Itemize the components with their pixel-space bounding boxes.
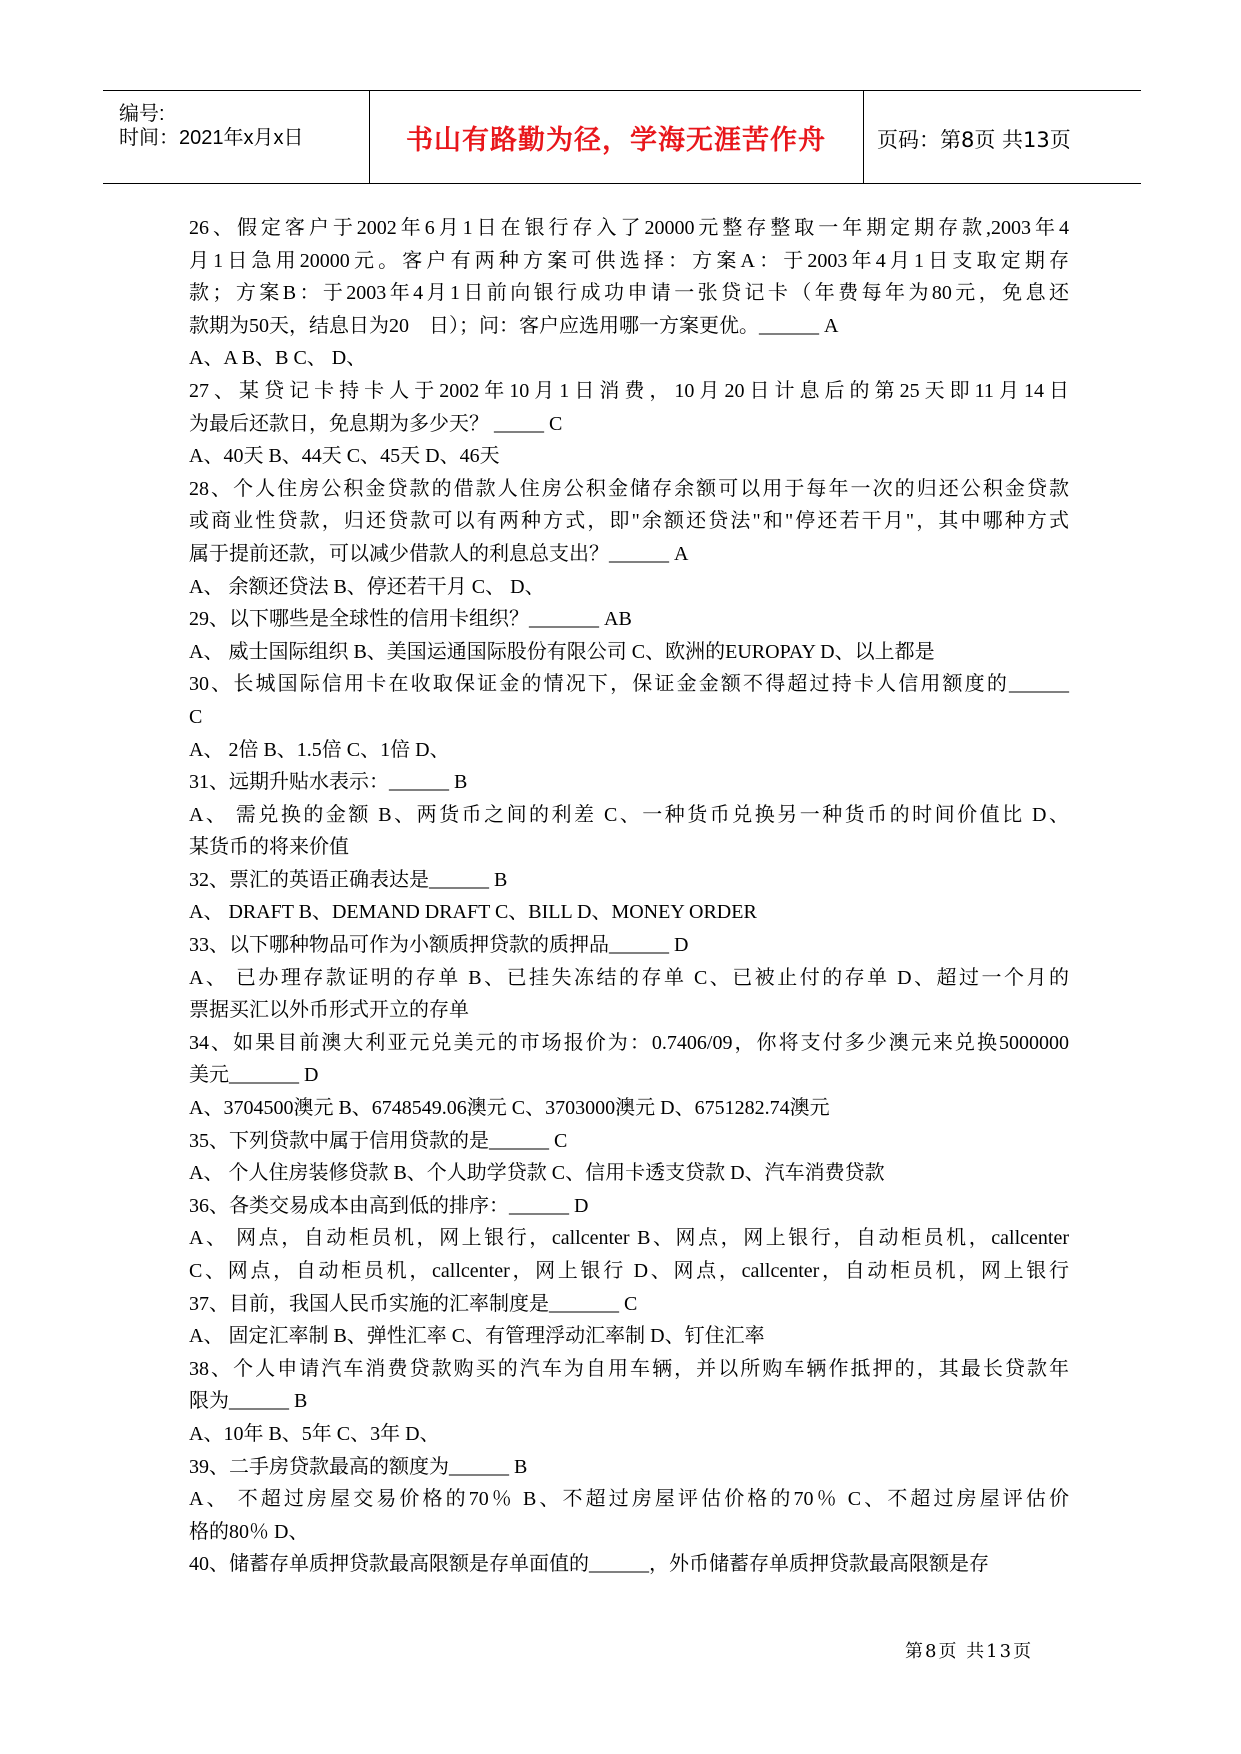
text-line: 32、票汇的英语正确表达是______ B bbox=[189, 868, 508, 891]
text-line: 款；方案B：于2003年4月1日前向银行成功申请一张贷记卡（年费每年为80元，免息还 bbox=[189, 282, 1069, 305]
text-line: A、A B、B C、 D、 bbox=[189, 347, 367, 370]
text-line: 格的80％ D、 bbox=[189, 1520, 309, 1543]
text-line: 39、二手房贷款最高的额度为______ B bbox=[189, 1455, 528, 1478]
text-line: 限为______ B bbox=[189, 1390, 308, 1413]
text-line: A、40天 B、44天 C、45天 D、46天 bbox=[189, 445, 500, 468]
text-line: C、网点，自动柜员机，callcenter，网上银行 D、网点，callcenter，自动柜员机，网上银行 bbox=[189, 1260, 1069, 1282]
text-line: A、 余额还贷法 B、停还若干月 C、 D、 bbox=[189, 575, 545, 598]
text-line: A、 不超过房屋交易价格的70％ B、不超过房屋评估价格的70％ C、不超过房屋评估价 bbox=[189, 1488, 1069, 1511]
text-line: A、 已办理存款证明的存单 B、已挂失冻结的存单 C、已被止付的存单 D、超过一个月的 bbox=[189, 966, 1069, 989]
text-line: 为最后还款日，免息期为多少天？ _____ C bbox=[189, 412, 563, 435]
text-line: A、 需兑换的金额 B、两货币之间的利差 C、一种货币兑换另一种货币的时间价值比 D、 bbox=[189, 803, 1069, 826]
text-line: A、3704500澳元 B、6748549.06澳元 C、3703000澳元 D、6751282.74澳元 bbox=[189, 1097, 830, 1120]
text-line: 37、目前，我国人民币实施的汇率制度是_______ C bbox=[189, 1292, 638, 1315]
question-body bbox=[189, 212, 1069, 1581]
page-info: 页码：第8页 共13页 bbox=[877, 128, 1071, 152]
text-line: A、 个人住房装修贷款 B、个人助学贷款 C、信用卡透支贷款 D、汽车消费贷款 bbox=[189, 1162, 885, 1185]
time-label: 时间：2021年x月x日 bbox=[119, 127, 304, 149]
text-line: 26、假定客户于2002年6月1日在银行存入了20000元整存整取一年期定期存款,2003年4 bbox=[189, 217, 1069, 239]
text-line: 款期为50天，结息日为20 日）；问：客户应选用哪一方案更优。______ A bbox=[189, 314, 839, 337]
text-line: 33、以下哪种物品可作为小额质押贷款的质押品______ D bbox=[189, 934, 689, 957]
page-footer: 第8页 共13页 bbox=[905, 1641, 1034, 1662]
text-line: 美元_______ D bbox=[189, 1064, 319, 1087]
header-middle-cell bbox=[369, 91, 864, 183]
text-line: A、 固定汇率制 B、弹性汇率 C、有管理浮动汇率制 D、钉住汇率 bbox=[189, 1325, 765, 1348]
motto-title: 书山有路勤为径，学海无涯苦作舟 bbox=[406, 125, 826, 156]
header-left-cell bbox=[103, 91, 370, 183]
header-right-cell bbox=[863, 91, 1141, 183]
text-line: C bbox=[189, 705, 203, 728]
text-line: 某货币的将来价值 bbox=[189, 836, 349, 859]
text-line: A、 威士国际组织 B、美国运通国际股份有限公司 C、欧洲的EUROPAY D、以上都是 bbox=[189, 640, 935, 663]
text-line: A、10年 B、5年 C、3年 D、 bbox=[189, 1422, 440, 1445]
text-line: 31、远期升贴水表示：______ B bbox=[189, 771, 468, 794]
text-line: 36、各类交易成本由高到低的排序：______ D bbox=[189, 1194, 589, 1217]
text-line: 35、下列贷款中属于信用贷款的是______ C bbox=[189, 1129, 568, 1152]
text-line: 票据买汇以外币形式开立的存单 bbox=[189, 999, 469, 1022]
text-line: 27、某贷记卡持卡人于2002年10月1日消费，10月20日计息后的第25天即11月14日 bbox=[189, 379, 1069, 402]
number-label: 编号: bbox=[119, 103, 165, 125]
text-line: A、 网点，自动柜员机，网上银行，callcenter B、网点，网上银行，自动柜员机，callcenter bbox=[189, 1227, 1069, 1250]
text-line: 28、个人住房公积金贷款的借款人住房公积金储存余额可以用于每年一次的归还公积金贷款 bbox=[189, 477, 1069, 500]
text-line: 月1日急用20000元。客户有两种方案可供选择：方案A：于2003年4月1日支取定期存 bbox=[189, 249, 1069, 272]
text-line: A、 2倍 B、1.5倍 C、1倍 D、 bbox=[189, 738, 450, 761]
text-line: A、 DRAFT B、DEMAND DRAFT C、BILL D、MONEY ORDER bbox=[189, 901, 757, 924]
page-header bbox=[103, 90, 1141, 184]
text-line: 属于提前还款，可以减少借款人的利息总支出？______ A bbox=[189, 542, 689, 565]
text-line: 40、储蓄存单质押贷款最高限额是存单面值的______，外币储蓄存单质押贷款最高限额是存 bbox=[189, 1553, 989, 1576]
text-line: 30、长城国际信用卡在收取保证金的情况下，保证金金额不得超过持卡人信用额度的______ bbox=[189, 673, 1069, 696]
text-line: 或商业性贷款，归还贷款可以有两种方式，即"余额还贷法"和"停还若干月"，其中哪种方式 bbox=[189, 510, 1069, 533]
text-line: 29、以下哪些是全球性的信用卡组织？_______ AB bbox=[189, 608, 632, 631]
text-line: 34、如果目前澳大利亚元兑美元的市场报价为：0.7406/09，你将支付多少澳元来兑换5000000 bbox=[189, 1031, 1069, 1054]
text-line: 38、个人申请汽车消费贷款购买的汽车为自用车辆，并以所购车辆作抵押的，其最长贷款年 bbox=[189, 1357, 1069, 1380]
